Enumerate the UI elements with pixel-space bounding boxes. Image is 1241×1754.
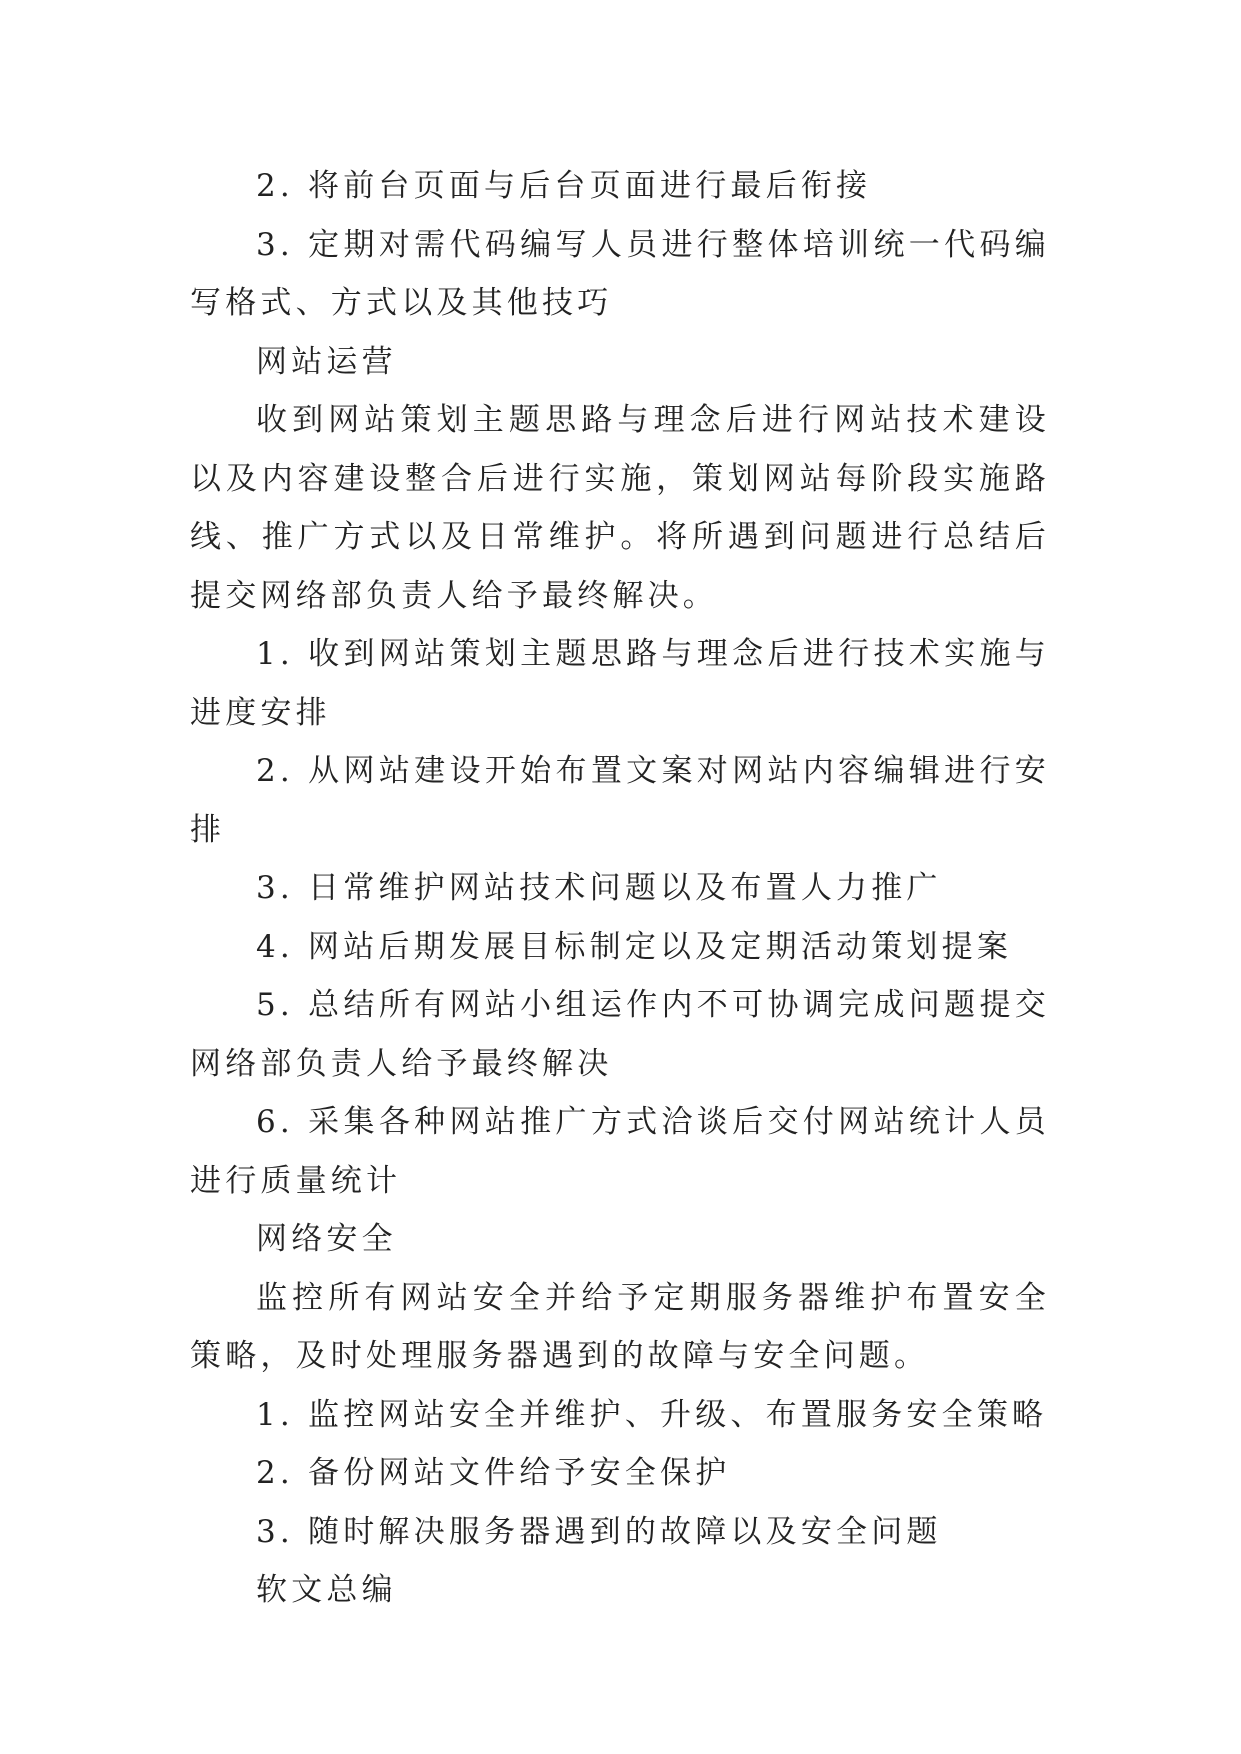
section-heading: 网络安全 — [256, 1221, 397, 1257]
paragraph: 6. 采集各种网站推广方式洽谈后交付网站统计人员进行质量统计 — [190, 1104, 1050, 1199]
paragraph: 3. 随时解决服务器遇到的故障以及安全问题 — [256, 1513, 942, 1550]
paragraph: 2. 将前台页面与后台页面进行最后衔接 — [256, 168, 872, 204]
document-body — [190, 157, 1050, 1620]
paragraph: 1. 监控网站安全并维护、升级、布置服务安全策略 — [256, 1396, 1048, 1433]
paragraph: 收到网站策划主题思路与理念后进行网站技术建设以及内容建设整合后进行实施，策划网站每阶段实施路线、推广方式以及日常维护。将所遇到问题进行总结后提交网络部负责人给予最终解决。 — [190, 402, 1050, 614]
section-heading: 软文总编 — [256, 1572, 397, 1608]
paragraph: 2. 备份网站文件给予安全保护 — [256, 1455, 731, 1491]
paragraph: 3. 日常维护网站技术问题以及布置人力推广 — [256, 870, 942, 906]
paragraph: 5. 总结所有网站小组运作内不可协调完成问题提交网络部负责人给予最终解决 — [190, 987, 1050, 1082]
paragraph: 2. 从网站建设开始布置文案对网站内容编辑进行安排 — [190, 753, 1050, 848]
paragraph: 监控所有网站安全并给予定期服务器维护布置安全策略，及时处理服务器遇到的故障与安全问题。 — [190, 1279, 1050, 1374]
paragraph: 1. 收到网站策划主题思路与理念后进行技术实施与进度安排 — [190, 636, 1050, 731]
paragraph: 4. 网站后期发展目标制定以及定期活动策划提案 — [256, 928, 1013, 965]
section-heading: 网站运营 — [256, 343, 397, 380]
paragraph: 3. 定期对需代码编写人员进行整体培训统一代码编写格式、方式以及其他技巧 — [190, 226, 1050, 321]
